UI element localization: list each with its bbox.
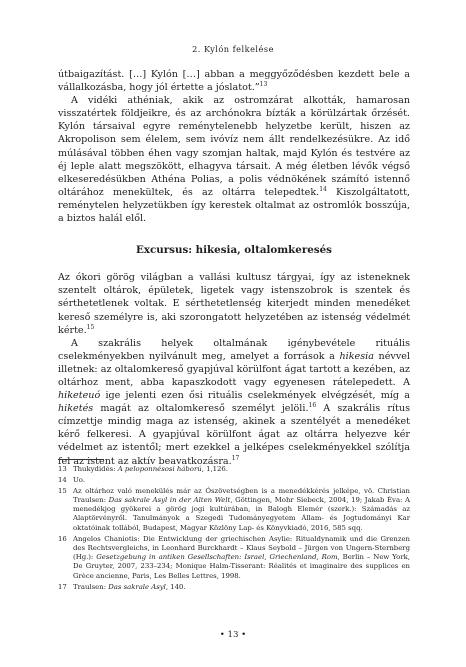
- footnote-separator: [58, 459, 104, 460]
- footnote-ref-15[interactable]: 15: [86, 323, 95, 331]
- footnote: 14 Uo.: [58, 475, 86, 484]
- page-number: • 13 •: [219, 630, 247, 640]
- footnote-ref-17[interactable]: 17: [231, 454, 240, 462]
- footnote: 17 Traulsen: Das sakrale Asyl, 140.: [58, 582, 186, 591]
- section-heading: Excursus: hikesia, oltalomkeresés: [136, 244, 332, 257]
- footnote-ref-16[interactable]: 16: [308, 401, 317, 409]
- footnote: 13 Thukydidés: A peloponnésosi háború, 1,126.: [58, 465, 228, 473]
- paragraph-1: útbaigazítást. […] Kylón […] abban a meggyőződésben kezdett bele a vállalkozásba, hogy jól értette a jóslatot.”$^{13}$: [58, 69, 410, 94]
- running-head: 2. Kylón felkelése: [192, 44, 274, 54]
- paragraph-2: A vidéki athéniak, akik az ostromzárat alkották, hamarosan visszatértek földjeikre, és az archónokra bízták a körülzártak őrzését. Kylón társaival egyre reménytelenebb helyzetbe került, hiszen az Akropolison sem élelem, sem ivóvíz nem állt rendelkezésükre. Az idő múlásával többen éhen vagy szomjan haltak, majd Kylón és testvére az éj leple alatt megszökött, elhagyva társait. A még életben lévők végső elkeseredésükben Athéna Polias, a polis védnökének számító istennő oltárához menekültek, és az oltárra telepedtek.$^{14}$ Kiszolgáltatott, reménytelen helyzetükben így kerestek oltalmat az ostromlók bosszúja, a biztos halál elől.: [58, 95, 410, 225]
- paragraph-3: Az ókori görög világban a vallási kultusz tárgyai, így az isteneknek szentelt oltárok, épületek, ligetek vagy istenszobrok is szentek és sérthetetlenek voltak. E sérthetetlenség kiterjedt minden menedéket kereső személyre is, aki szorongatott helyzetében az istenség védelmét kérte.$^{15}$: [58, 272, 410, 336]
- paragraph-4: A szakrális helyek oltalmának igénybevétele rituális cselekményekben nyilvánult meg, amelyet a források a hikesia névvel illetnek: az oltalomkereső gyapjúval körülfont ágat tartott a kezében, az oltárhoz ment, abba kapaszkodott vagy egyenesen rátelepedett. A hiketeuó ige jelenti ezen ősi rituális cselekmények elvégzését, míg a hiketés magát az oltalomkereső személyt jelöli.$^{16}$ A szakrális rítus címzettje mindig maga az istenség, akinek a szentélyét a menedéket kérő felkeresi. A gyapjúval körülfont ágat az oltárra helyezve kér védelmet az istentől; mert ezekkel a jelképes cselekményekkel szólítja fel az istent az aktív beavatkozásra.$^{17}$: [58, 337, 410, 467]
- body-text: [58, 68, 410, 468]
- footnote-ref-13[interactable]: 13: [259, 80, 268, 88]
- footnote-ref-14[interactable]: 14: [319, 185, 327, 193]
- footnote: 16 Angelos Chaniotis: Die Entwicklung der griechischen Asylie: Ritualdynamik und die Grenzen des Rechtsvergleichs, in Leonhard Burckhardt – Klaus Seybold – Jürgen von Ungern-Sternberg (Hg.): Gesetzgebung in antiken Gesellschaften: Israel, Griechenland, Rom, Berlin – New York, De Gruyter, 2007, 233–234; Monique Halm-Tisserant: Réalités et imaginaire des supplices en Grèce ancienne, Paris, Les Belles Lettres, 1998.: [58, 534, 410, 580]
- footnotes: [58, 465, 410, 593]
- footnote: 15 Az oltárhoz való menekülés már az Ószövetségben is a menedékkérés jelképe, vö. Christian Traulsen: Das sakrale Asyl in der Alten Welt, Göttingen, Mohr Siebeck, 2004, 19; Jakab Éva: A menedékjog gyökerei a görög jogi kultúrában, in Balogh Elemér (szerk.): Számadás az Alaptörvényről. Tanulmányok a Szegedi Tudományegyetem Állam- és Jogtudományi Kar oktatóinak tollából, Budapest, Magyar Közlöny Lap- és Könyvkiadó, 2016, 585 sqq.: [58, 486, 410, 532]
